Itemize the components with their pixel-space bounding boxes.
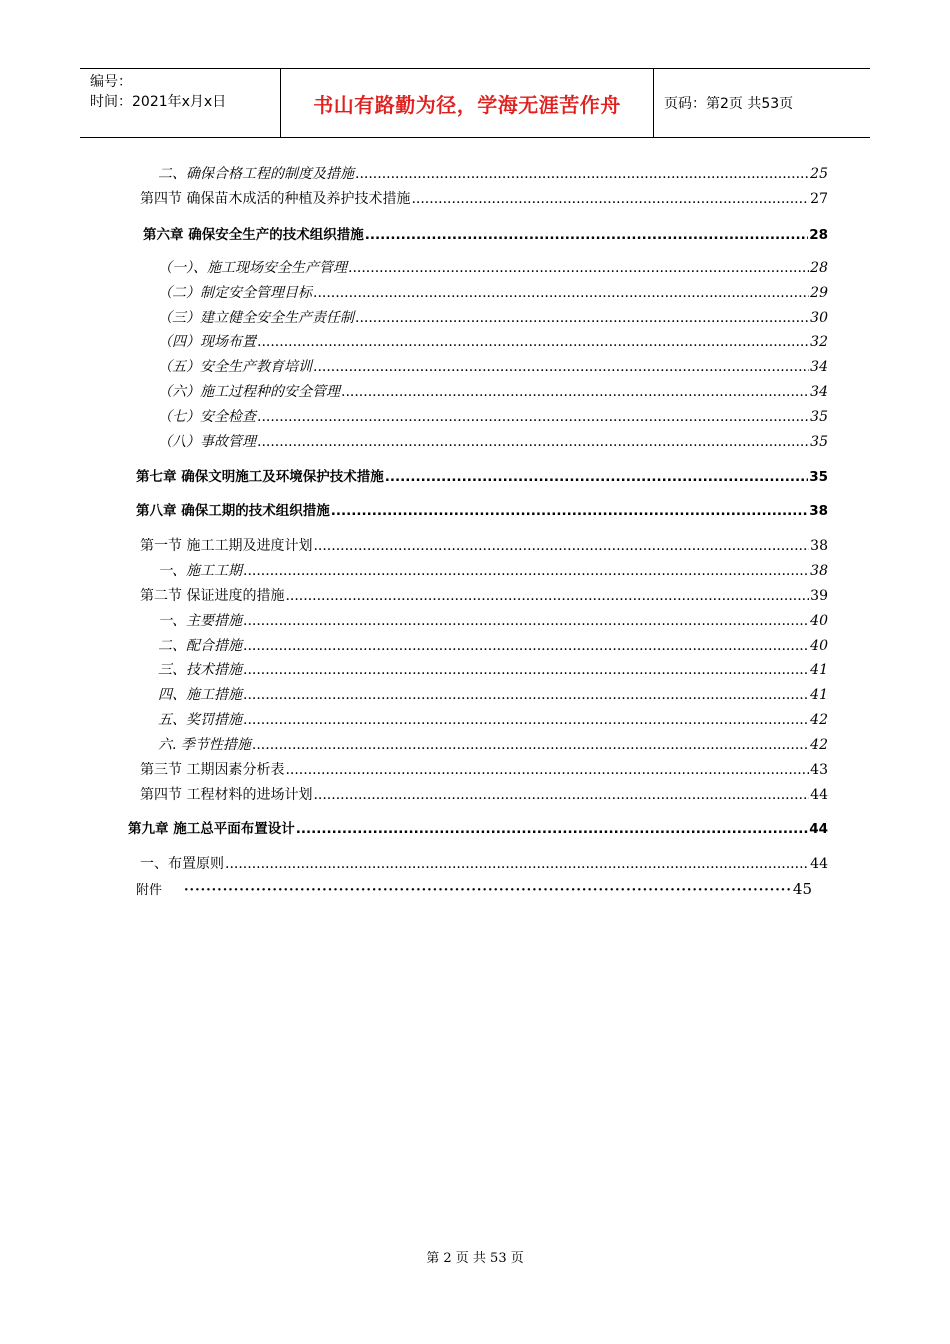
- dot-leader: [243, 711, 809, 729]
- motto: 书山有路勤为径，学海无涯苦作舟: [313, 92, 621, 117]
- dot-leader: [385, 468, 809, 486]
- toc-entry-page: 25: [810, 166, 828, 182]
- dot-leader: [313, 786, 809, 804]
- toc-entry-title: 五、奖罚措施: [158, 712, 242, 728]
- toc-entry-page: 40: [810, 638, 828, 654]
- toc-entry-page: 34: [810, 384, 828, 400]
- toc-entry[interactable]: [140, 761, 828, 779]
- attachment-label: 附件: [136, 883, 163, 898]
- toc-entry[interactable]: [158, 408, 828, 426]
- toc-entry-page: 41: [810, 687, 828, 703]
- toc-entry-page: 38: [809, 503, 828, 519]
- toc-entry[interactable]: [158, 284, 828, 302]
- toc-entry[interactable]: [158, 358, 828, 376]
- dot-leader: [243, 661, 809, 679]
- toc-entry-title: 第二节 保证进度的措施: [140, 588, 285, 604]
- toc-entry-title: 第六章 确保安全生产的技术组织措施: [143, 227, 364, 243]
- toc-entry-title: 一、布置原则: [140, 856, 224, 872]
- toc-entry-title: （七）安全检查: [158, 409, 256, 425]
- dot-leader: [257, 333, 809, 351]
- toc-entry[interactable]: [158, 383, 828, 401]
- toc-entry-page: 27: [810, 191, 828, 207]
- toc-entry[interactable]: [158, 612, 828, 630]
- toc-entry-page: 39: [810, 588, 828, 604]
- toc-entry-page: 30: [810, 310, 828, 326]
- toc-entry[interactable]: [140, 587, 828, 605]
- toc-entry[interactable]: [140, 786, 828, 804]
- dot-leader: [252, 736, 809, 754]
- toc-entry-page: 40: [810, 613, 828, 629]
- toc-entry-title: 第九章 施工总平面布置设计: [128, 821, 295, 837]
- toc-entry-title: （一）、施工现场安全生产管理: [158, 260, 347, 276]
- toc-entry-page: 41: [810, 662, 828, 678]
- page-indicator: 页码：第2页 共53页: [664, 96, 794, 112]
- toc-entry[interactable]: [158, 686, 828, 704]
- dot-leader: [243, 612, 809, 630]
- toc-entry[interactable]: [158, 711, 828, 729]
- toc-entry[interactable]: [158, 309, 828, 327]
- dot-leader: [365, 226, 809, 244]
- attachment-page: 45: [792, 880, 812, 898]
- toc-entry-page: 28: [809, 227, 828, 243]
- toc-entry-page: 38: [810, 538, 828, 554]
- toc-chapter[interactable]: [143, 226, 828, 244]
- toc-entry[interactable]: [158, 637, 828, 655]
- toc-entry-title: 第一节 施工工期及进度计划: [140, 538, 313, 554]
- toc-entry-title: 三、技术措施: [158, 662, 242, 678]
- dot-leader: [331, 502, 809, 520]
- toc-entry-title: 第四节 工程材料的进场计划: [140, 787, 313, 803]
- toc-entry-title: 二、确保合格工程的制度及措施: [158, 166, 354, 182]
- dot-leader: [257, 408, 809, 426]
- dot-leader: [313, 537, 809, 555]
- toc-entry-title: （五）安全生产教育培训: [158, 359, 312, 375]
- dot-leader: [411, 190, 809, 208]
- dot-leader: [257, 433, 809, 451]
- toc-entry-page: 35: [810, 409, 828, 425]
- dot-leader: [355, 165, 809, 183]
- toc-entry-title: （六）施工过程种的安全管理: [158, 384, 340, 400]
- toc-entry-page: 42: [810, 737, 828, 753]
- toc-entry[interactable]: [140, 855, 828, 873]
- toc-entry[interactable]: [158, 259, 828, 277]
- dot-leader: [225, 855, 809, 873]
- toc-entry-title: 四、施工措施: [158, 687, 242, 703]
- time-label: 时间：2021年x月x日: [90, 94, 227, 110]
- toc-chapter[interactable]: [136, 502, 828, 520]
- toc-entry-title: （二）制定安全管理目标: [158, 285, 312, 301]
- toc-entry[interactable]: [158, 433, 828, 451]
- toc-entry-page: 38: [810, 563, 828, 579]
- toc-chapter[interactable]: [128, 820, 828, 838]
- toc-entry-title: 第八章 确保工期的技术组织措施: [136, 503, 330, 519]
- toc-entry-title: 第七章 确保文明施工及环境保护技术措施: [136, 469, 384, 485]
- toc-attachment[interactable]: [136, 879, 812, 898]
- toc-entry-page: 44: [810, 787, 828, 803]
- toc-entry[interactable]: [158, 661, 828, 679]
- toc-entry[interactable]: [158, 165, 828, 183]
- toc-entry-page: 35: [809, 469, 828, 485]
- page-footer: 第 2 页 共 53 页: [426, 1251, 524, 1266]
- toc-entry-title: 一、施工工期: [158, 563, 242, 579]
- toc-entry[interactable]: [158, 562, 828, 580]
- toc-entry[interactable]: [140, 537, 828, 555]
- dot-leader: [313, 284, 809, 302]
- toc-entry-title: 二、配合措施: [158, 638, 242, 654]
- dot-leader: [243, 562, 809, 580]
- dot-leader: [341, 383, 809, 401]
- toc-entry-title: （八）事故管理: [158, 434, 256, 450]
- number-label: 编号：: [90, 74, 132, 90]
- dot-leader: [355, 309, 809, 327]
- dot-leader: [285, 587, 809, 605]
- toc-entry[interactable]: [158, 333, 828, 351]
- toc-entry-title: （三）建立健全安全生产责任制: [158, 310, 354, 326]
- toc-entry-page: 34: [810, 359, 828, 375]
- toc-chapter[interactable]: [136, 468, 828, 486]
- toc-entry-page: 32: [810, 334, 828, 350]
- toc-entry-title: 一、主要措施: [158, 613, 242, 629]
- toc-entry-title: 第四节 确保苗木成活的种植及养护技术措施: [140, 191, 411, 207]
- dot-leader: [296, 820, 809, 838]
- toc-entry-page: 42: [810, 712, 828, 728]
- toc-entry-page: 43: [810, 762, 828, 778]
- dot-leader: [348, 259, 809, 277]
- dot-leader: [285, 761, 809, 779]
- toc-entry-page: 28: [810, 260, 828, 276]
- dot-leader: [313, 358, 809, 376]
- dot-leader: [243, 637, 809, 655]
- dot-leader: [243, 686, 809, 704]
- toc-entry-title: 第三节 工期因素分析表: [140, 762, 285, 778]
- dot-leader: [184, 883, 793, 898]
- toc-entry-page: 35: [810, 434, 828, 450]
- toc-entry[interactable]: [140, 190, 828, 208]
- toc-entry[interactable]: [158, 736, 828, 754]
- toc-entry-title: （四）现场布置: [158, 334, 256, 350]
- toc-entry-page: 29: [810, 285, 828, 301]
- toc-entry-page: 44: [810, 856, 828, 872]
- toc-entry-title: 六. 季节性措施: [158, 737, 251, 753]
- toc-entry-page: 44: [809, 821, 828, 837]
